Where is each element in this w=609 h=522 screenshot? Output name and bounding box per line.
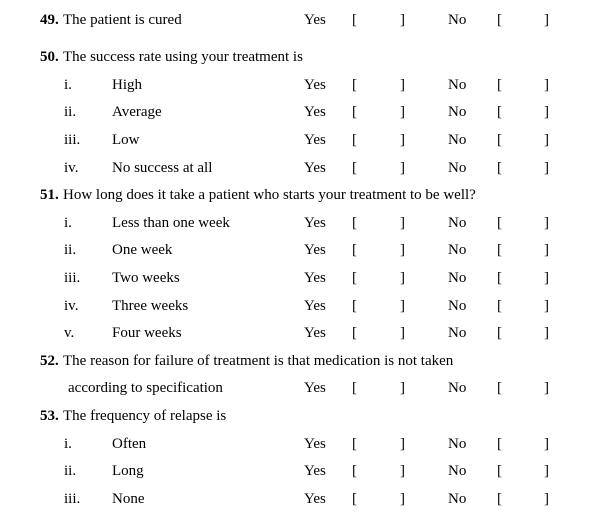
no-label: No <box>448 160 467 176</box>
yes-checkbox-open-bracket[interactable]: [ <box>352 463 357 479</box>
no-label: No <box>448 463 467 479</box>
q51-option-row <box>0 213 609 233</box>
no-checkbox-open-bracket[interactable]: [ <box>497 215 502 231</box>
no-label: No <box>448 491 467 507</box>
q51-option-row <box>0 323 609 343</box>
yes-checkbox-open-bracket[interactable]: [ <box>352 325 357 341</box>
no-label: No <box>448 77 467 93</box>
q51-option-row <box>0 240 609 260</box>
yes-label: Yes <box>304 160 326 176</box>
no-checkbox-close-bracket[interactable]: ] <box>544 104 549 120</box>
no-checkbox-open-bracket[interactable]: [ <box>497 380 502 396</box>
yes-checkbox-close-bracket[interactable]: ] <box>400 242 405 258</box>
option-numeral: ii. <box>64 463 77 479</box>
no-checkbox-close-bracket[interactable]: ] <box>544 298 549 314</box>
q53-option-row <box>0 434 609 454</box>
question-text: The success rate using your treatment is <box>63 49 303 65</box>
no-checkbox-open-bracket[interactable]: [ <box>497 12 502 28</box>
yes-label: Yes <box>304 436 326 452</box>
yes-label: Yes <box>304 463 326 479</box>
question-49-row <box>0 10 609 30</box>
yes-checkbox-open-bracket[interactable]: [ <box>352 77 357 93</box>
option-label: None <box>112 491 145 507</box>
option-label: Four weeks <box>112 325 182 341</box>
yes-checkbox-close-bracket[interactable]: ] <box>400 160 405 176</box>
option-label: Two weeks <box>112 270 180 286</box>
no-checkbox-close-bracket[interactable]: ] <box>544 242 549 258</box>
no-label: No <box>448 325 467 341</box>
yes-label: Yes <box>304 491 326 507</box>
yes-checkbox-close-bracket[interactable]: ] <box>400 77 405 93</box>
no-checkbox-open-bracket[interactable]: [ <box>497 160 502 176</box>
q50-option-row <box>0 158 609 178</box>
yes-checkbox-open-bracket[interactable]: [ <box>352 12 357 28</box>
no-checkbox-close-bracket[interactable]: ] <box>544 436 549 452</box>
yes-checkbox-open-bracket[interactable]: [ <box>352 491 357 507</box>
no-label: No <box>448 104 467 120</box>
yes-label: Yes <box>304 77 326 93</box>
no-checkbox-open-bracket[interactable]: [ <box>497 132 502 148</box>
question-53-row <box>0 406 609 426</box>
yes-checkbox-close-bracket[interactable]: ] <box>400 298 405 314</box>
yes-checkbox-open-bracket[interactable]: [ <box>352 436 357 452</box>
yes-checkbox-close-bracket[interactable]: ] <box>400 463 405 479</box>
yes-checkbox-close-bracket[interactable]: ] <box>400 436 405 452</box>
question-52-row <box>0 351 609 371</box>
no-checkbox-open-bracket[interactable]: [ <box>497 270 502 286</box>
question-text: The reason for failure of treatment is that medication is not taken <box>63 353 454 369</box>
yes-label: Yes <box>304 325 326 341</box>
question-52-continuation-row <box>0 378 609 398</box>
question-number: 50. <box>40 49 59 65</box>
option-numeral: ii. <box>64 242 77 258</box>
option-label: Average <box>112 104 162 120</box>
question-51-row <box>0 185 609 205</box>
option-label: Less than one week <box>112 215 230 231</box>
no-checkbox-close-bracket[interactable]: ] <box>544 491 549 507</box>
option-label: Often <box>112 436 147 452</box>
option-numeral: v. <box>64 325 75 341</box>
question-text: How long does it take a patient who starts your treatment to be well? <box>63 187 476 203</box>
yes-label: Yes <box>304 380 326 396</box>
yes-checkbox-close-bracket[interactable]: ] <box>400 132 405 148</box>
question-text-continuation: according to specification <box>68 380 223 396</box>
yes-checkbox-open-bracket[interactable]: [ <box>352 270 357 286</box>
question-number: 49. <box>40 12 59 28</box>
no-label: No <box>448 380 467 396</box>
no-label: No <box>448 298 467 314</box>
no-checkbox-open-bracket[interactable]: [ <box>497 242 502 258</box>
option-label: Low <box>112 132 140 148</box>
no-checkbox-close-bracket[interactable]: ] <box>544 215 549 231</box>
option-numeral: iv. <box>64 160 79 176</box>
option-numeral: iii. <box>64 132 81 148</box>
yes-checkbox-open-bracket[interactable]: [ <box>352 298 357 314</box>
yes-checkbox-open-bracket[interactable]: [ <box>352 104 357 120</box>
no-label: No <box>448 12 467 28</box>
no-checkbox-open-bracket[interactable]: [ <box>497 491 502 507</box>
yes-checkbox-close-bracket[interactable]: ] <box>400 491 405 507</box>
no-checkbox-close-bracket[interactable]: ] <box>544 380 549 396</box>
no-checkbox-close-bracket[interactable]: ] <box>544 325 549 341</box>
no-checkbox-open-bracket[interactable]: [ <box>497 325 502 341</box>
yes-checkbox-open-bracket[interactable]: [ <box>352 215 357 231</box>
yes-checkbox-open-bracket[interactable]: [ <box>352 160 357 176</box>
option-label: Long <box>112 463 144 479</box>
yes-checkbox-close-bracket[interactable]: ] <box>400 380 405 396</box>
no-checkbox-open-bracket[interactable]: [ <box>497 298 502 314</box>
yes-label: Yes <box>304 12 326 28</box>
no-checkbox-close-bracket[interactable]: ] <box>544 132 549 148</box>
option-numeral: i. <box>64 215 72 231</box>
option-label: High <box>112 77 142 93</box>
option-label: Three weeks <box>112 298 189 314</box>
option-numeral: i. <box>64 436 72 452</box>
yes-checkbox-close-bracket[interactable]: ] <box>400 270 405 286</box>
q51-option-row <box>0 296 609 316</box>
yes-checkbox-open-bracket[interactable]: [ <box>352 380 357 396</box>
yes-checkbox-close-bracket[interactable]: ] <box>400 215 405 231</box>
question-number: 51. <box>40 187 59 203</box>
no-checkbox-close-bracket[interactable]: ] <box>544 160 549 176</box>
option-label: No success at all <box>112 160 213 176</box>
no-label: No <box>448 215 467 231</box>
q50-option-row <box>0 75 609 95</box>
no-checkbox-close-bracket[interactable]: ] <box>544 77 549 93</box>
yes-label: Yes <box>304 270 326 286</box>
q53-option-row <box>0 489 609 509</box>
yes-checkbox-close-bracket[interactable]: ] <box>400 325 405 341</box>
no-label: No <box>448 242 467 258</box>
no-checkbox-close-bracket[interactable]: ] <box>544 12 549 28</box>
question-number: 52. <box>40 353 59 369</box>
q50-option-row <box>0 102 609 122</box>
option-numeral: iv. <box>64 298 79 314</box>
yes-checkbox-open-bracket[interactable]: [ <box>352 242 357 258</box>
yes-label: Yes <box>304 215 326 231</box>
no-checkbox-open-bracket[interactable]: [ <box>497 104 502 120</box>
option-numeral: iii. <box>64 491 81 507</box>
yes-checkbox-close-bracket[interactable]: ] <box>400 12 405 28</box>
option-label: One week <box>112 242 173 258</box>
q50-option-row <box>0 130 609 150</box>
option-numeral: ii. <box>64 104 77 120</box>
yes-checkbox-open-bracket[interactable]: [ <box>352 132 357 148</box>
yes-checkbox-close-bracket[interactable]: ] <box>400 104 405 120</box>
no-checkbox-open-bracket[interactable]: [ <box>497 463 502 479</box>
yes-label: Yes <box>304 104 326 120</box>
no-checkbox-close-bracket[interactable]: ] <box>544 463 549 479</box>
no-label: No <box>448 270 467 286</box>
no-label: No <box>448 132 467 148</box>
no-checkbox-open-bracket[interactable]: [ <box>497 436 502 452</box>
option-numeral: i. <box>64 77 72 93</box>
yes-label: Yes <box>304 298 326 314</box>
yes-label: Yes <box>304 242 326 258</box>
question-text: The patient is cured <box>63 12 182 28</box>
no-checkbox-close-bracket[interactable]: ] <box>544 270 549 286</box>
no-label: No <box>448 436 467 452</box>
q53-option-row <box>0 461 609 481</box>
no-checkbox-open-bracket[interactable]: [ <box>497 77 502 93</box>
question-number: 53. <box>40 408 59 424</box>
q51-option-row <box>0 268 609 288</box>
question-text: The frequency of relapse is <box>63 408 227 424</box>
yes-label: Yes <box>304 132 326 148</box>
option-numeral: iii. <box>64 270 81 286</box>
question-50-row <box>0 47 609 67</box>
